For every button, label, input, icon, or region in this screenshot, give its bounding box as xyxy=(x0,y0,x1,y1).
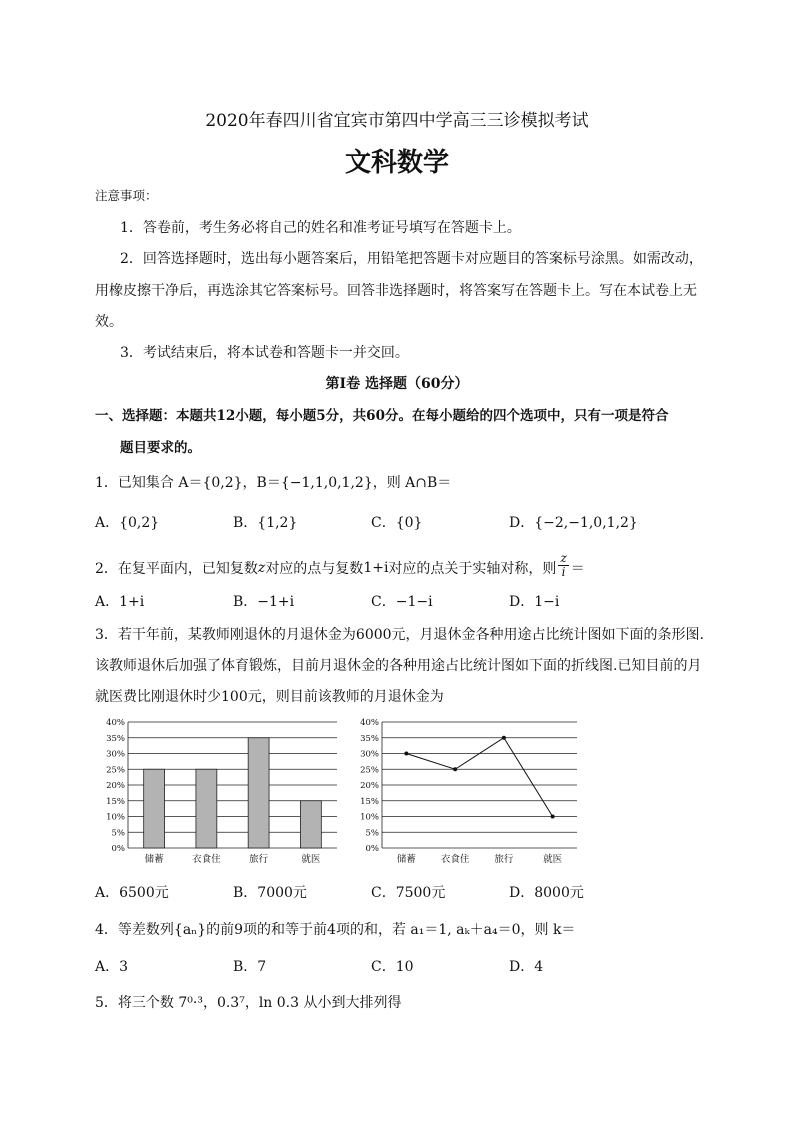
q1-option-c: C．{0} xyxy=(371,515,423,531)
y-tick-label: 25% xyxy=(106,765,125,776)
question-number: 1． xyxy=(95,475,118,491)
q2-option-c: C．−1−i xyxy=(371,594,433,610)
question-3-line-2: 该教师退休后加强了体育锻炼，目前月退休金的各种用途占比统计图如下面的折线图.已知目前的月 xyxy=(95,658,702,674)
data-point-2 xyxy=(453,767,457,771)
q1-option-a: A．{0,2} xyxy=(95,515,160,531)
data-point-1 xyxy=(404,752,408,756)
bar-1 xyxy=(144,769,165,848)
question-number: 2． xyxy=(95,560,118,577)
notice-item-3: 3．考试结束后，将本试卷和答题卡一并交回。 xyxy=(120,345,409,361)
question-stem: 将三个数 7⁰·³，0.3⁷，ln 0.3 从小到大排列得 xyxy=(117,995,402,1011)
x-tick-label: 就医 xyxy=(301,854,321,865)
y-tick-label: 0% xyxy=(365,844,379,854)
q4-option-c: C．10 xyxy=(371,959,414,975)
line-chart-y-labels xyxy=(360,718,379,854)
bar-3 xyxy=(248,738,269,848)
exam-subject: 文科数学 xyxy=(344,148,449,178)
bar-chart-y-labels xyxy=(106,718,125,854)
q3-option-c: C．7500元 xyxy=(371,885,446,901)
x-tick-label: 储蓄 xyxy=(396,854,416,865)
question-stem: 已知集合 A＝{0,2}，B＝{−1,1,0,1,2}，则 A∩B＝ xyxy=(117,475,452,491)
y-tick-label: 20% xyxy=(360,781,379,791)
y-tick-label: 30% xyxy=(106,749,125,760)
notice-heading: 注意事项： xyxy=(95,188,158,203)
y-tick-label: 10% xyxy=(106,812,125,823)
question-stem-end: 对应的点关于实轴对称，则 xyxy=(388,560,557,577)
data-point-4 xyxy=(551,815,555,819)
exam-title: 2020年春四川省宜宾市第四中学高三三诊模拟考试 xyxy=(205,111,589,131)
question-stem-line-1: 若干年前，某教师刚退休的月退休金为6000元，月退休金各种用途占比统计图如下面的条形图. xyxy=(117,627,704,643)
y-tick-label: 15% xyxy=(360,796,379,807)
notice-item-2: 2．回答选择题时，选出每小题答案后，用铅笔把答题卡对应题目的答案标号涂黑。如需改动， xyxy=(120,251,703,267)
question-number: 5． xyxy=(95,995,118,1011)
x-tick-label: 旅行 xyxy=(249,854,269,865)
y-tick-label: 10% xyxy=(360,812,379,823)
question-5 xyxy=(95,992,402,1012)
q3-option-a: A．6500元 xyxy=(95,885,169,901)
question-3-line-3: 就医费比刚退休时少100元，则目前该教师的月退休金为 xyxy=(95,689,444,705)
x-tick-label: 衣食住 xyxy=(192,854,221,865)
bar-4 xyxy=(300,801,321,848)
question-3 xyxy=(95,624,704,644)
y-tick-label: 0% xyxy=(111,844,125,854)
data-point-3 xyxy=(502,736,506,740)
q2-option-a: A．1+i xyxy=(95,594,145,610)
notice-item-2-cont: 用橡皮擦干净后，再选涂其它答案标号。回答非选择题时，将答案写在答题卡上。写在本试卷上无 xyxy=(95,283,697,299)
y-tick-label: 25% xyxy=(360,765,379,776)
question-2 xyxy=(95,551,585,581)
line-chart-series xyxy=(404,736,554,819)
line-chart-x-labels xyxy=(397,853,563,865)
complex-number: 1+i xyxy=(363,559,389,576)
q1-option-b: B．{1,2} xyxy=(233,515,298,531)
q2-option-d: D．1−i xyxy=(509,594,560,610)
section-intro-cont: 题目要求的。 xyxy=(120,440,201,456)
question-number: 4． xyxy=(95,922,118,938)
y-tick-label: 40% xyxy=(106,718,125,728)
bar-chart xyxy=(95,712,345,870)
q4-option-b: B．7 xyxy=(233,959,267,975)
x-tick-label: 衣食住 xyxy=(440,854,470,865)
x-tick-label: 旅行 xyxy=(494,854,514,865)
fraction-numerator: z xyxy=(560,551,567,565)
section-heading: 第Ⅰ卷 选择题（60分） xyxy=(325,376,469,392)
fraction xyxy=(558,552,568,579)
q2-option-b: B．−1+i xyxy=(233,594,295,610)
question-number: 3． xyxy=(95,627,118,643)
y-tick-label: 35% xyxy=(360,733,379,744)
q3-option-b: B．7000元 xyxy=(233,885,307,901)
question-4 xyxy=(95,919,575,939)
y-tick-label: 5% xyxy=(111,828,125,839)
question-stem-start: 在复平面内，已知复数 xyxy=(117,560,258,577)
x-tick-label: 储蓄 xyxy=(144,854,164,865)
q1-option-d: D．{−2,−1,0,1,2} xyxy=(509,515,638,531)
y-tick-label: 35% xyxy=(106,733,125,744)
equals-sign: ＝ xyxy=(570,560,585,577)
y-tick-label: 20% xyxy=(106,781,125,791)
q4-option-a: A．3 xyxy=(95,959,129,975)
bar-chart-bars xyxy=(144,738,322,848)
x-tick-label: 就医 xyxy=(543,854,563,865)
q4-option-d: D．4 xyxy=(509,959,544,975)
y-tick-label: 30% xyxy=(360,749,379,760)
bar-2 xyxy=(196,769,217,848)
notice-item-2-end: 效。 xyxy=(95,314,123,330)
y-tick-label: 5% xyxy=(365,828,379,839)
variable-z: z xyxy=(257,559,266,576)
bar-chart-x-labels xyxy=(145,853,321,865)
series-line xyxy=(406,738,552,817)
question-1 xyxy=(95,472,451,492)
question-stem: 等差数列{aₙ}的前9项的和等于前4项的和，若 a₁＝1, aₖ＋a₄＝0，则 k＝ xyxy=(117,922,576,938)
q3-option-d: D．8000元 xyxy=(509,885,584,901)
line-chart-grid xyxy=(382,722,577,848)
fraction-denominator: i xyxy=(561,565,566,579)
line-chart xyxy=(355,712,585,870)
notice-item-1: 1．答卷前，考生务必将自己的姓名和准考证号填写在答题卡上。 xyxy=(120,220,521,236)
y-tick-label: 40% xyxy=(360,718,379,728)
y-tick-label: 15% xyxy=(106,796,125,807)
question-stem-mid: 对应的点与复数 xyxy=(265,560,364,577)
section-intro: 一、选择题：本题共12小题，每小题5分，共60分。在每小题给的四个选项中，只有一项是符合 xyxy=(95,408,669,424)
